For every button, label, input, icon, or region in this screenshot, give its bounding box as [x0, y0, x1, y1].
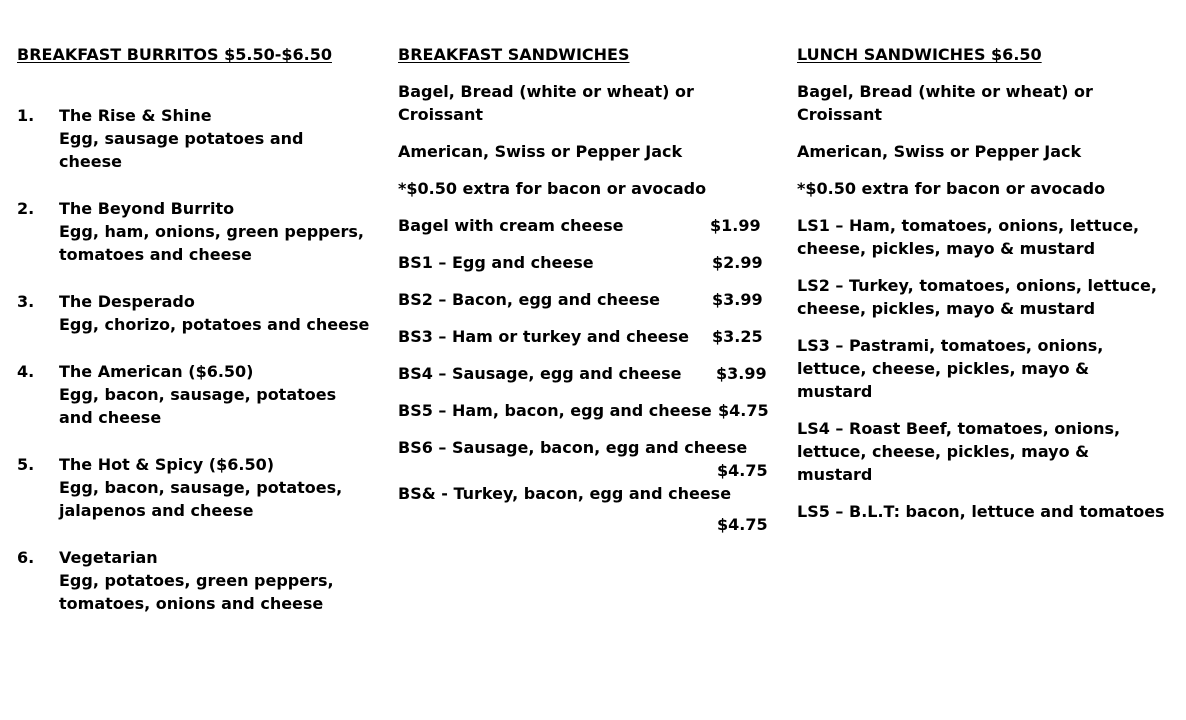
- burrito-number: 1.: [17, 106, 35, 125]
- breakfast-burritos-heading: BREAKFAST BURRITOS $5.50-$6.50: [17, 45, 332, 64]
- menu-item-name: BS& - Turkey, bacon, egg and cheese: [398, 484, 732, 503]
- burrito-description: Egg, bacon, sausage, potatoes and cheese: [59, 385, 337, 427]
- menu-item-name: Bagel with cream cheese: [398, 216, 624, 235]
- extra-charge-note: *$0.50 extra for bacon or avocado: [398, 179, 707, 198]
- burrito-item-desperado: [17, 290, 387, 336]
- menu-item: LS5 – B.L.T: bacon, lettuce and tomatoes: [797, 502, 1165, 521]
- menu-item-price: $1.99: [710, 216, 761, 235]
- burrito-item-beyond-burrito: [17, 197, 387, 266]
- menu-item: LS3 – Pastrami, tomatoes, onions, lettuce, cheese, pickles, mayo & mustard: [797, 336, 1104, 401]
- menu-item-row: [398, 214, 778, 237]
- burrito-description: Egg, potatoes, green peppers, tomatoes, onions and cheese: [59, 571, 334, 613]
- menu-item: LS4 – Roast Beef, tomatoes, onions, lettuce, cheese, pickles, mayo & mustard: [797, 419, 1121, 484]
- breakfast-sandwiches-section: [398, 43, 778, 542]
- burrito-name: The Rise & Shine: [59, 106, 212, 125]
- menu-item-row: [398, 251, 778, 274]
- breakfast-sandwiches-heading: BREAKFAST SANDWICHES: [398, 45, 630, 64]
- menu-item-name: BS4 – Sausage, egg and cheese: [398, 364, 682, 383]
- burrito-item-vegetarian: [17, 546, 387, 615]
- burrito-item-american: [17, 360, 387, 429]
- menu-item-price: $3.99: [716, 364, 767, 383]
- menu-item-row: [398, 436, 778, 482]
- burrito-description: Egg, bacon, sausage, potatoes, jalapenos and cheese: [59, 478, 343, 520]
- menu-item-row: [398, 288, 778, 311]
- burrito-list: [17, 104, 387, 615]
- menu-item-row: [398, 482, 778, 542]
- burrito-name: The Hot & Spicy ($6.50): [59, 455, 275, 474]
- menu-item-price: $2.99: [712, 253, 763, 272]
- cheese-options: American, Swiss or Pepper Jack: [398, 142, 683, 161]
- menu-item-price: $4.75: [717, 515, 768, 534]
- burrito-item-rise-and-shine: [17, 104, 387, 173]
- burrito-number: 2.: [17, 199, 35, 218]
- menu-item: LS2 – Turkey, tomatoes, onions, lettuce, cheese, pickles, mayo & mustard: [797, 276, 1157, 318]
- menu-item-name: BS6 – Sausage, bacon, egg and cheese: [398, 438, 748, 457]
- menu-item-name: BS2 – Bacon, egg and cheese: [398, 290, 660, 309]
- burrito-name: Vegetarian: [59, 548, 158, 567]
- menu-item-row: [398, 325, 778, 348]
- menu-item: LS1 – Ham, tomatoes, onions, lettuce, cheese, pickles, mayo & mustard: [797, 216, 1140, 258]
- burrito-name: The American ($6.50): [59, 362, 254, 381]
- bread-options: Bagel, Bread (white or wheat) or Croissant: [398, 82, 694, 124]
- extra-charge-note: *$0.50 extra for bacon or avocado: [797, 179, 1106, 198]
- burrito-number: 6.: [17, 548, 35, 567]
- menu-item-price: $4.75: [717, 461, 768, 480]
- burrito-description: Egg, sausage potatoes and cheese: [59, 129, 304, 171]
- lunch-sandwiches-section: [797, 43, 1177, 537]
- lunch-sandwiches-heading: LUNCH SANDWICHES $6.50: [797, 45, 1042, 64]
- burrito-description: Egg, chorizo, potatoes and cheese: [59, 315, 370, 334]
- menu-item-name: BS5 – Ham, bacon, egg and cheese: [398, 401, 712, 420]
- cheese-options: American, Swiss or Pepper Jack: [797, 142, 1082, 161]
- menu-item-price: $3.99: [712, 290, 763, 309]
- bread-options: Bagel, Bread (white or wheat) or Croissant: [797, 82, 1093, 124]
- burrito-number: 4.: [17, 362, 35, 381]
- breakfast-burritos-section: [17, 43, 387, 639]
- burrito-name: The Desperado: [59, 292, 195, 311]
- menu-item-name: BS3 – Ham or turkey and cheese: [398, 327, 690, 346]
- burrito-description: Egg, ham, onions, green peppers, tomatoes and cheese: [59, 222, 364, 264]
- menu-item-row: [398, 399, 778, 422]
- burrito-number: 5.: [17, 455, 35, 474]
- burrito-name: The Beyond Burrito: [59, 199, 235, 218]
- burrito-number: 3.: [17, 292, 35, 311]
- menu-item-price: $4.75: [718, 401, 769, 420]
- menu-item-name: BS1 – Egg and cheese: [398, 253, 594, 272]
- menu-item-row: [398, 362, 778, 385]
- menu-item-price: $3.25: [712, 327, 763, 346]
- burrito-item-hot-and-spicy: [17, 453, 387, 522]
